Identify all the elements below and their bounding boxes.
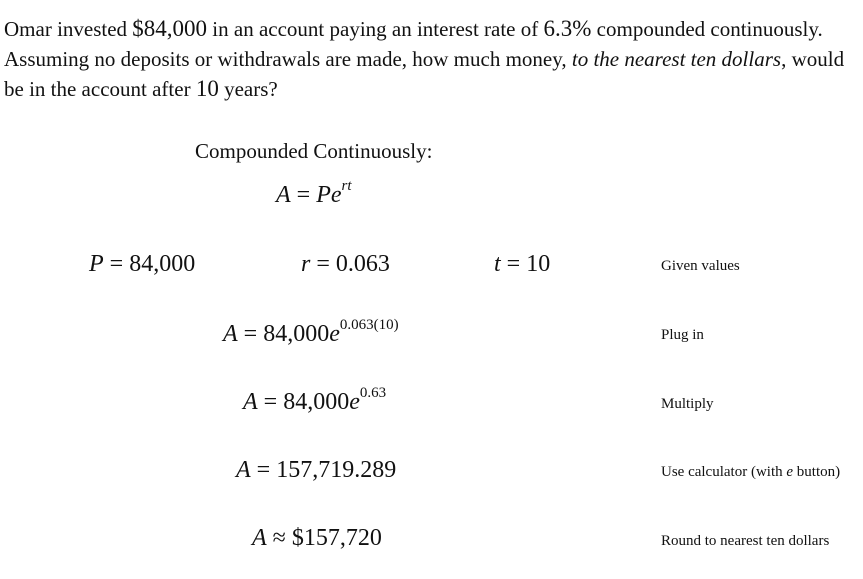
formula-base: Pe bbox=[316, 182, 342, 208]
note-round: Round to nearest ten dollars bbox=[661, 533, 830, 549]
investment-amount: $84,000 bbox=[132, 16, 208, 41]
given-r-var: r bbox=[301, 251, 311, 277]
step2-equals: = bbox=[257, 389, 284, 415]
note-calculator bbox=[661, 464, 840, 481]
step-plug-in bbox=[223, 317, 399, 348]
step1-e: e bbox=[329, 321, 340, 347]
formula-lhs: A bbox=[276, 182, 291, 208]
given-p bbox=[89, 251, 195, 278]
note-multiply: Multiply bbox=[661, 396, 714, 412]
years-value: 10 bbox=[195, 76, 219, 101]
note-plug-in: Plug in bbox=[661, 327, 704, 343]
note-calculator-b: button) bbox=[793, 464, 841, 480]
rounding-instruction: to the nearest ten dollars bbox=[571, 46, 782, 71]
step-calculate bbox=[236, 457, 396, 484]
step4-approx: ≈ bbox=[266, 525, 292, 551]
formula-equals: = bbox=[290, 182, 317, 208]
step3-lhs: A bbox=[236, 457, 251, 483]
step-multiply bbox=[243, 385, 387, 416]
step2-base: 84,000 bbox=[283, 389, 350, 415]
problem-text-5: years? bbox=[218, 77, 278, 101]
given-r-equals: = bbox=[310, 251, 336, 277]
step3-equals: = bbox=[250, 457, 277, 483]
step1-equals: = bbox=[237, 321, 264, 347]
step1-lhs: A bbox=[223, 321, 238, 347]
problem-text-2: in an account paying an interest rate of bbox=[207, 17, 544, 41]
step-round bbox=[252, 525, 382, 552]
final-answer: $157,720 bbox=[291, 525, 382, 551]
given-p-value: 84,000 bbox=[129, 251, 196, 277]
formula bbox=[276, 178, 352, 209]
step4-lhs: A bbox=[252, 525, 267, 551]
given-t-var: t bbox=[494, 251, 501, 277]
step3-value: 157,719.289 bbox=[276, 457, 397, 483]
step2-exponent: 0.63 bbox=[359, 385, 387, 401]
problem-text-3: compounded continuously. Assuming no deposits or withdrawals are made, how much money, bbox=[4, 17, 823, 71]
interest-rate: 6.3% bbox=[543, 16, 592, 41]
problem-statement bbox=[4, 14, 854, 105]
note-calculator-a: Use calculator (with bbox=[661, 464, 787, 480]
given-t-equals: = bbox=[500, 251, 527, 277]
note-calculator-e: e bbox=[786, 464, 794, 480]
step1-exponent: 0.063(10) bbox=[339, 317, 399, 333]
given-t bbox=[494, 251, 550, 278]
step2-e: e bbox=[349, 389, 360, 415]
given-p-var: P bbox=[89, 251, 104, 277]
step2-lhs: A bbox=[243, 389, 258, 415]
problem-text-1: Omar invested bbox=[4, 17, 133, 41]
step1-base: 84,000 bbox=[263, 321, 330, 347]
given-r-value: 0.063 bbox=[335, 251, 390, 277]
note-given-values: Given values bbox=[661, 258, 740, 274]
problem-text-4: , would be in the account after bbox=[4, 46, 845, 101]
given-p-equals: = bbox=[103, 251, 130, 277]
given-r bbox=[301, 251, 390, 278]
solution-heading: Compounded Continuously: bbox=[195, 139, 433, 163]
given-t-value: 10 bbox=[526, 251, 551, 277]
formula-exponent: rt bbox=[341, 178, 352, 194]
